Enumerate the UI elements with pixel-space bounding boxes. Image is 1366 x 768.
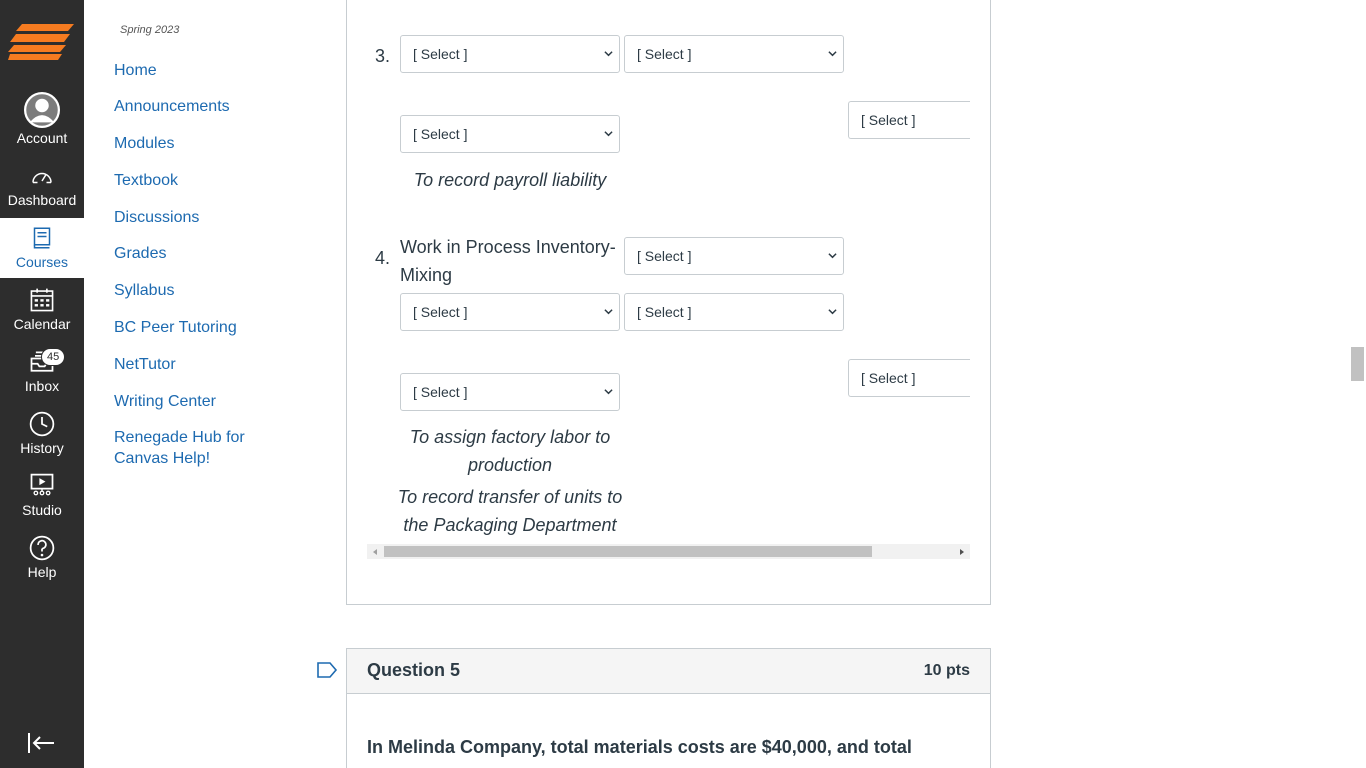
course-nav-peer-tutoring[interactable]: BC Peer Tutoring <box>114 319 237 336</box>
nav-inbox-label: Inbox <box>24 378 60 394</box>
nav-history-label: History <box>20 440 64 456</box>
entry-3-description: To record payroll liability <box>413 170 607 190</box>
question-5-title: Question 5 <box>367 660 461 680</box>
chevron-down-icon <box>828 251 837 260</box>
course-nav-home[interactable]: Home <box>114 62 157 79</box>
select-value: [ Select ] <box>861 112 916 128</box>
course-nav-announcements[interactable]: Announcements <box>114 98 230 115</box>
nav-dashboard[interactable] <box>0 166 84 226</box>
course-term: Spring 2023 <box>120 24 180 36</box>
nav-help-label: Help <box>27 564 57 580</box>
chevron-down-icon <box>828 49 837 58</box>
global-navigation <box>0 0 84 768</box>
question-5-text: In Melinda Company, total materials costs are $40,000, and total <box>367 737 912 757</box>
page-vertical-scrollbar[interactable] <box>1349 0 1366 768</box>
nav-help[interactable] <box>0 534 84 594</box>
nav-courses-label: Courses <box>15 254 69 270</box>
question-5-header <box>346 648 991 694</box>
canvas-logo-icon[interactable] <box>8 22 76 62</box>
collapse-nav-icon[interactable] <box>26 730 56 756</box>
select-value: [ Select ] <box>413 126 468 142</box>
nav-studio[interactable] <box>0 472 84 532</box>
select-value: [ Select ] <box>413 304 468 320</box>
course-nav-writing-center[interactable]: Writing Center <box>114 393 216 410</box>
select-value: [ Select ] <box>637 248 692 264</box>
course-nav-renegade-hub[interactable]: Renegade Hub for Canvas Help! <box>114 429 245 467</box>
entry-3-debit-account-select[interactable] <box>400 35 620 73</box>
course-nav-discussions[interactable]: Discussions <box>114 209 200 226</box>
course-nav-nettutor[interactable]: NetTutor <box>114 356 176 373</box>
scroll-left-arrow-icon[interactable] <box>371 548 379 556</box>
entry-3-credit-account-select[interactable] <box>400 115 620 153</box>
chevron-down-icon <box>828 307 837 316</box>
entry-3-number: 3. <box>375 46 391 66</box>
nav-history[interactable] <box>0 410 84 470</box>
select-value: [ Select ] <box>637 46 692 62</box>
calendar-icon <box>29 286 55 314</box>
chevron-down-icon <box>604 307 613 316</box>
entry-4-description-transfer: To record transfer of units to the Packaging Department <box>397 487 623 535</box>
question-5-points: 10 pts <box>923 662 970 679</box>
select-value: [ Select ] <box>861 370 916 386</box>
chevron-down-icon <box>604 49 613 58</box>
nav-studio-label: Studio <box>22 502 62 518</box>
select-value: [ Select ] <box>413 46 468 62</box>
entry-4-number: 4. <box>375 248 391 268</box>
entry-4-second-debit-amount-select[interactable] <box>624 293 844 331</box>
studio-icon <box>28 472 56 500</box>
entry-4-debit-amount-select[interactable] <box>624 237 844 275</box>
entry-4-credit-account-select[interactable] <box>400 373 620 411</box>
nav-account[interactable] <box>0 92 84 152</box>
course-nav-grades[interactable]: Grades <box>114 245 167 262</box>
course-nav-syllabus[interactable]: Syllabus <box>114 282 175 299</box>
flag-question-icon[interactable] <box>316 661 338 679</box>
scrollbar-thumb[interactable] <box>384 546 872 557</box>
nav-dashboard-label: Dashboard <box>7 192 77 208</box>
dashboard-icon <box>28 166 56 190</box>
horizontal-scrollbar[interactable] <box>367 544 970 559</box>
entry-4-credit-amount-select[interactable] <box>848 359 970 397</box>
entry-4-second-debit-account-select[interactable] <box>400 293 620 331</box>
entry-4-debit-account: Work in Process Inventory-Mixing <box>400 237 616 285</box>
nav-account-label: Account <box>16 130 68 146</box>
nav-courses[interactable] <box>0 218 84 278</box>
history-icon <box>28 410 56 438</box>
course-nav-textbook[interactable]: Textbook <box>114 172 179 189</box>
inbox-unread-badge: 45 <box>41 348 65 366</box>
course-navigation <box>84 0 314 768</box>
entry-3-credit-amount-select[interactable] <box>848 101 970 139</box>
select-value: [ Select ] <box>637 304 692 320</box>
nav-inbox[interactable] <box>0 348 84 408</box>
account-icon <box>24 92 60 128</box>
nav-calendar[interactable] <box>0 286 84 346</box>
entry-4-description-labor: To assign factory labor to production <box>409 427 611 475</box>
nav-calendar-label: Calendar <box>13 316 71 332</box>
chevron-down-icon <box>604 387 613 396</box>
select-value: [ Select ] <box>413 384 468 400</box>
course-nav-modules[interactable]: Modules <box>114 135 175 152</box>
scroll-right-arrow-icon[interactable] <box>958 548 966 556</box>
help-icon <box>28 534 56 562</box>
chevron-down-icon <box>604 129 613 138</box>
entry-3-debit-amount-select[interactable] <box>624 35 844 73</box>
courses-icon <box>30 224 54 252</box>
page-scrollbar-thumb[interactable] <box>1351 347 1364 381</box>
question-5-body <box>346 693 991 768</box>
